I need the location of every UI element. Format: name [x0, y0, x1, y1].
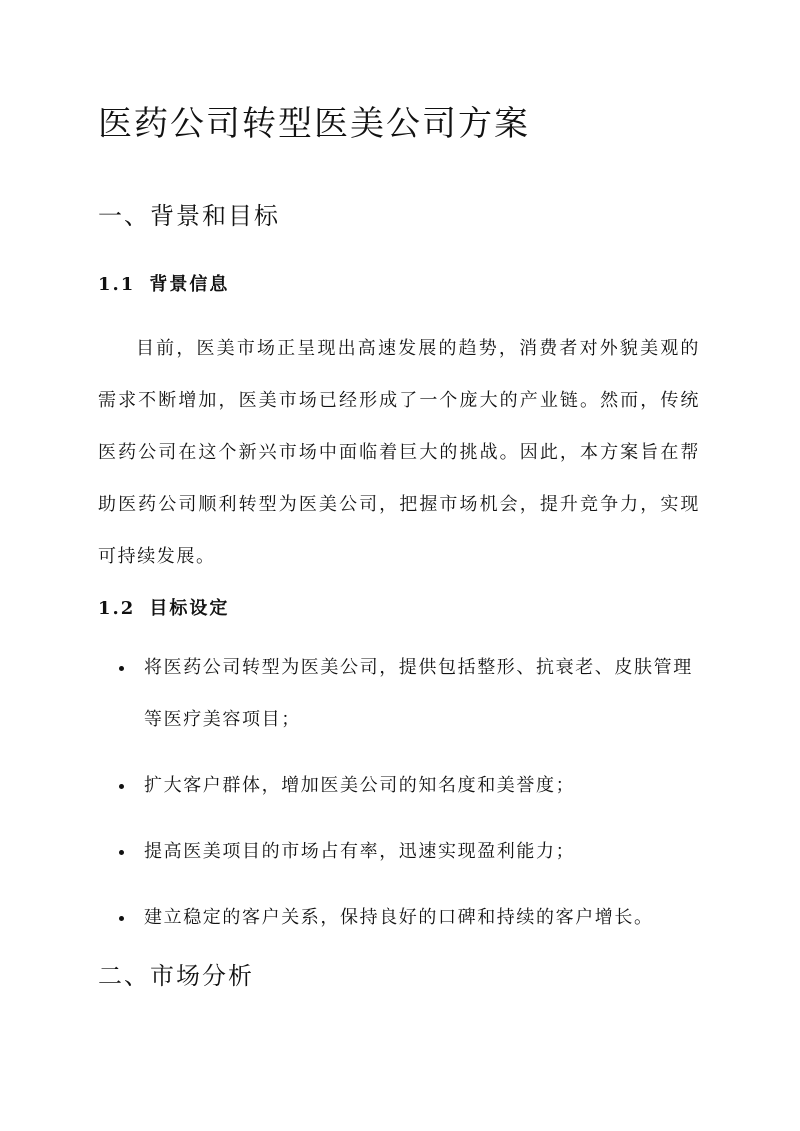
list-item-text: 将医药公司转型为医美公司，提供包括整形、抗衰老、皮肤管理等医疗美容项目；: [144, 657, 693, 730]
list-item: [98, 892, 700, 944]
subsection-heading-background-info: [98, 270, 229, 296]
list-item: [98, 760, 700, 812]
list-item-text: 扩大客户群体，增加医美公司的知名度和美誉度；: [144, 775, 576, 796]
subsection-title: 背景信息: [149, 274, 230, 295]
document-title: 医药公司转型医美公司方案: [98, 104, 530, 144]
subsection-number: 1.1: [98, 274, 136, 295]
list-item-text: 建立稳定的客户关系，保持良好的口碑和持续的客户增长。: [144, 907, 654, 928]
list-item: [98, 642, 700, 746]
subsection-number: 1.2: [98, 598, 136, 619]
list-item-text: 提高医美项目的市场占有率，迅速实现盈利能力；: [144, 841, 576, 862]
bullet-icon: [119, 784, 124, 789]
section-heading-background-goals: 一、背景和目标: [98, 202, 280, 230]
subsection-heading-goal-setting: [98, 594, 229, 620]
bullet-icon: [119, 850, 124, 855]
section-heading-market-analysis: 二、市场分析: [98, 962, 254, 990]
background-paragraph: 目前，医美市场正呈现出高速发展的趋势，消费者对外貌美观的需求不断增加，医美市场已经形成了一个庞大的产业链。然而，传统医药公司在这个新兴市场中面临着巨大的挑战。因此，本方案旨在帮助医药公司顺利转型为医美公司，把握市场机会，提升竞争力，实现可持续发展。: [98, 338, 700, 567]
bullet-icon: [119, 666, 124, 671]
subsection-title: 目标设定: [149, 598, 230, 619]
bullet-icon: [119, 916, 124, 921]
goal-bullet-list: [98, 642, 700, 958]
list-item: [98, 826, 700, 878]
